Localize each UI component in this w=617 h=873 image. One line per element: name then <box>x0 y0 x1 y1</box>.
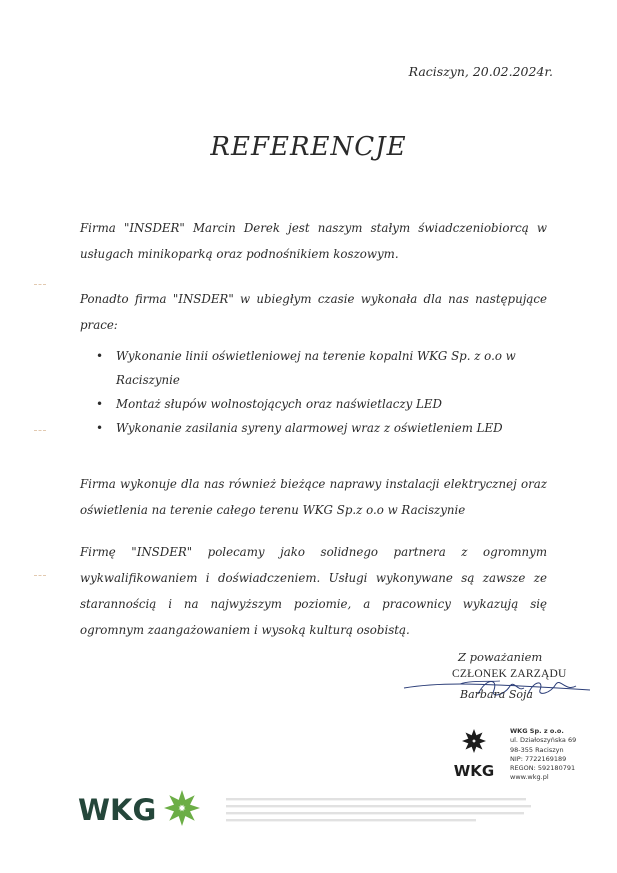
signer-name: Barbara Soja <box>460 688 533 701</box>
wkg-logo-icon <box>448 727 500 781</box>
closing-regards: Z poważaniem <box>458 650 543 664</box>
list-item: • Wykonanie linii oświetleniowej na terenie kopalni WKG Sp. z o.o w Raciszynie <box>96 344 552 392</box>
margin-mark <box>34 575 46 577</box>
stamp-nip: NIP: 7722169189 <box>510 754 567 763</box>
stamp-street: ul. Działoszyńska 69 <box>510 736 577 745</box>
stamp-web: www.wkg.pl <box>510 773 549 782</box>
company-stamp <box>510 727 576 783</box>
list-item: • Montaż słupów wolnostojących oraz naświetlaczy LED <box>96 392 552 416</box>
paragraph-recommendation: Firmę "INSDER" polecamy jako solidnego partnera z ogromnym wykwalifikowaniem i doświadczeniem. Usługi wykonywane są zawsze ze starannością i na najwyższym poziomie, a pracownicy wykazują się ogromnym zaangażowaniem i wysoką kulturą osobistą. <box>80 544 547 637</box>
svg-text:WKG: WKG <box>78 793 157 827</box>
margin-mark <box>34 284 46 286</box>
letter-date: Raciszyn, 20.02.2024r. <box>408 64 553 79</box>
svg-text:WKG: WKG <box>453 762 495 780</box>
stamp-regon: REGON: 592180791 <box>510 764 576 773</box>
stamp-company: WKG Sp. z o.o. <box>510 727 564 735</box>
paragraph-completed-works-intro: Ponadto firma "INSDER" w ubiegłym czasie wykonała dla nas następujące prace: <box>80 291 547 332</box>
completed-works-list <box>96 344 552 440</box>
letter-title: REFERENCJE <box>210 132 407 162</box>
list-item: • Wykonanie zasilania syreny alarmowej wraz z oświetleniem LED <box>96 416 552 440</box>
margin-mark <box>34 430 46 432</box>
wkg-footer-logo <box>78 788 208 830</box>
signer-role: CZŁONEK ZARZĄDU <box>452 668 567 680</box>
paragraph-ongoing-repairs: Firma wykonuje dla nas również bieżące naprawy instalacji elektrycznej oraz oświetlenia na terenie całego terenu WKG Sp.z o.o w Raciszynie <box>80 476 547 517</box>
stamp-city: 98-355 Raciszyn <box>510 745 564 754</box>
footer-legal-text <box>226 796 538 826</box>
paragraph-client-relationship: Firma "INSDER" Marcin Derek jest naszym stałym świadczeniobiorcą w usługach minikoparką oraz podnośnikiem koszowym. <box>80 220 547 261</box>
